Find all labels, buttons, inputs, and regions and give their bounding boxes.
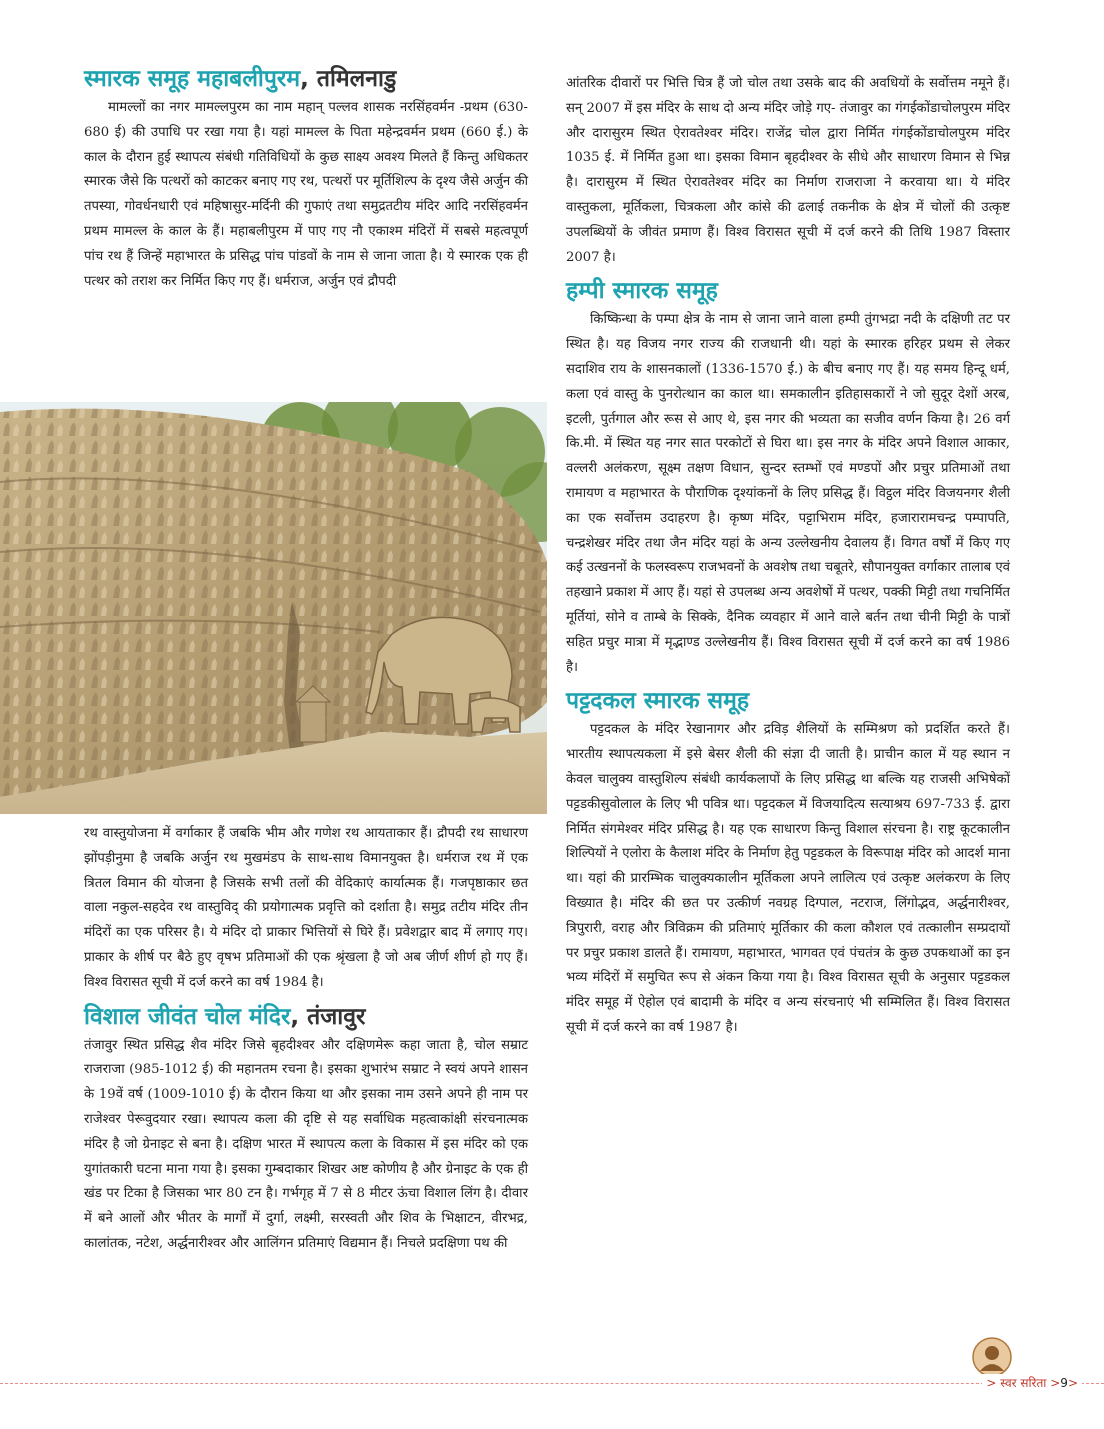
left-column-lower	[84, 822, 528, 1257]
pattadakal-para-1: पट्टदकल के मंदिर रेखानागर और द्रविड़ शैलियों के सम्मिश्रण को प्रदर्शित करते हैं। भारतीय स्थापत्यकला में इसे बेसर शैली की संज्ञा दी जाती है। प्राचीन काल में यह स्थान न केवल चालुक्य वास्तुशिल्प संबंधी कार्यकलापों के लिए प्रसिद्ध था बल्कि यह राजसी अभिषेकों पट्टडकीसुवोलाल के लिए भी पवित्र था। पट्टदकल में विजयादित्य सत्याश्रय 697-733 ई. द्वारा निर्मित संगमेश्वर मंदिर प्रसिद्ध है। यह एक साधारण किन्तु विशाल संरचना है। राष्ट्र कूटकालीन शिल्पियों ने एलोरा के कैलाश मंदिर के निर्माण हेतु पट्टडकल के विरूपाक्ष मंदिर को आदर्श माना था। यहां की प्रारम्भिक चालुक्यकालीन मूर्तिकला अपने लालित्य एवं उत्कृष्ट अलंकरण के लिए विख्यात है। मंदिर की छत पर उत्कीर्ण नवग्रह दिग्पाल, नटराज, लिंगोद्भव, अर्द्धनारीश्वर, त्रिपुरारी, वराह और त्रिविक्रम की प्रतिमाएं मूर्तिकार की कला कौशल एवं तत्कालीन सम्प्रदायों पर प्रचुर प्रकाश डालते हैं। रामायण, महाभारत, भागवत एवं पंचतंत्र के कुछ उपकथाओं का इन भव्य मंदिरों में समुचित रूप से अंकन किया गया है। विश्व विरासत सूची के अनुसार पट्टडकल मंदिर समूह में ऐहोल एवं बादामी के मंदिर व अन्य संरचनाएं भी सम्मिलित हैं। विश्व विरासत सूची में दर्ज करने का वर्ष 1987 है।	[566, 722, 1010, 1035]
heading-hampi	[566, 276, 1010, 306]
heading-title: विशाल जीवंत चोल मंदिर	[84, 1003, 291, 1030]
right-column	[566, 72, 1010, 1041]
heading-title: स्मारक समूह महाबलीपुरम	[84, 66, 301, 92]
heading-title: पट्टदकल स्मारक समूह	[566, 688, 750, 715]
arjuna-penance-relief-photo	[0, 402, 547, 814]
magazine-logo-icon	[972, 1337, 1012, 1377]
left-column	[84, 64, 528, 294]
footer-brand-text: > स्वर सरिता >	[986, 1376, 1061, 1390]
heading-pattadakal	[566, 686, 1010, 716]
mahabalipuram-para-2: रथ वास्तुयोजना में वर्गाकार हैं जबकि भीम और गणेश रथ आयताकार हैं। द्रौपदी रथ साधारण झोंपड़ीनुमा है जबकि अर्जुन रथ मुखमंडप के साथ-साथ विमानयुक्त है। धर्मराज रथ में एक त्रितल विमान की योजना है जिसके सभी तलों की वेदिकाएं कार्यात्मक हैं। गजपृष्ठाकार छत वाला नकुल-सहदेव रथ वास्तुविद् की प्रयोगात्मक प्रवृत्ति को दर्शाता है। समुद्र तटीय मंदिर तीन मंदिरों का एक परिसर है। ये मंदिर दो प्राकार भित्तियों से घिरे हैं। प्रवेशद्वार बाद में लगाए गए। प्राकार के शीर्ष पर बैठे हुए वृषभ प्रतिमाओं की एक श्रृंखला है जो अब जीर्ण शीर्ण हो गए हैं। विश्व विरासत सूची में दर्ज करने का वर्ष 1984 है।	[84, 826, 528, 990]
heading-chola	[84, 1002, 528, 1032]
chola-para-2: आंतरिक दीवारों पर भित्ति चित्र हैं जो चोल तथा उसके बाद की अवधियों के सर्वोत्तम नमूने हैं। सन् 2007 में इस मंदिर के साथ दो अन्य मंदिर जोड़े गए- तंजावुर का गंगईकोंडाचोलपुरम मंदिर और दारासुरम स्थित ऐरावतेश्वर मंदिर। राजेंद्र चोल द्वारा निर्मित गंगईकोंडाचोलपुरम मंदिर 1035 ई. में निर्मित हुआ था। इसका विमान बृहदीश्वर के सीधे और साधारण विमान से भिन्न है। दारासुरम में स्थित ऐरावतेश्वर मंदिर का निर्माण राजराजा ने करवाया था। ये मंदिर वास्तुकला, मूर्तिकला, चित्रकला और कांसे की ढलाई तकनीक के क्षेत्र में चोलों की उत्कृष्ट उपलब्धियों के जीवंत प्रमाण हैं। विश्व विरासत सूची में दर्ज करने की तिथि 1987 विस्तार 2007 है।	[566, 76, 1010, 265]
page-number: 9	[1060, 1376, 1068, 1390]
heading-place: , तंजावुर	[290, 1003, 366, 1030]
footer-divider	[0, 1383, 1104, 1385]
hampi-para-1: किष्किन्धा के पम्पा क्षेत्र के नाम से जाना जाने वाला हम्पी तुंगभद्रा नदी के दक्षिणी तट पर स्थित है। यह विजय नगर राज्य की राजधानी थी। यहां के स्मारक हरिहर प्रथम से लेकर सदाशिव राय के शासनकालों (1336-1570 ई.) के बीच बनाए गए हैं। यह समय हिन्दू धर्म, कला एवं वास्तु के पुनरोत्थान का काल था। समकालीन इतिहासकारों ने जो सुदूर देशों अरब, इटली, पुर्तगाल और रूस से आए थे, इस नगर की भव्यता का सजीव वर्णन किया है। 26 वर्ग कि.मी. में स्थित यह नगर सात परकोटों से घिरा था। इस नगर के मंदिर अपने विशाल आकार, वल्लरी अलंकरण, सूक्ष्म तक्षण विधान, सुन्दर स्तम्भों एवं मण्डपों और प्रचुर प्रतिमाओं तथा रामायण व महाभारत के पौराणिक दृश्यांकनों के लिए प्रसिद्ध हैं। विट्ठल मंदिर विजयनगर शैली का एक सर्वोत्तम उदाहरण है। कृष्ण मंदिर, पट्टाभिराम मंदिर, हजारारामचन्द्र पम्पापति, चन्द्रशेखर मंदिर तथा जैन मंदिर यहां के अन्य उल्लेखनीय देवालय हैं। विगत वर्षों में किए गए कई उत्खननों के फलस्वरूप राजभवनों के अवशेष तथा चबूतरे, सौपानयुक्त वर्गाकार तालाब एवं तहखाने प्रकाश में आए हैं। यहां से उपलब्ध अन्य अवशेषों में पत्थर, पक्की मिट्टी तथा गचनिर्मित मूर्तियां, सोने व ताम्बे के सिक्के, दैनिक व्यवहार में आने वाले बर्तन तथा चीनी मिट्टी के पात्रों सहित प्रचुर मात्रा में मृद्भाण्ड उल्लेखनीय हैं। विश्व विरासत सूची में दर्ज करने का वर्ष 1986 है।	[566, 312, 1010, 675]
heading-title: हम्पी स्मारक समूह	[566, 278, 718, 305]
heading-mahabalipuram	[84, 64, 528, 94]
mahabalipuram-para-1: मामल्लों का नगर मामल्लपुरम का नाम महान् पल्लव शासक नरसिंहवर्मन -प्रथम (630-680 ई) की उपाधि पर रखा गया है। यहां मामल्ल के पिता महेन्द्रवर्मन प्रथम (660 ई.) के काल के दौरान हुई स्थापत्य संबंधी गतिविधियों के कुछ साक्ष्य अवश्य मिलते हैं किन्तु अधिकतर स्मारक जैसे कि पत्थरों को काटकर बनाए गए रथ, पत्थरों पर मूर्तिशिल्प के दृश्य जैसे अर्जुन की तपस्या, गोवर्धनधारी एवं महिषासुर-मर्दिनी की गुफाएं तथा समुद्रतटीय मंदिर आदि नरसिंहवर्मन प्रथम मामल्ल के काल के हैं। महाबलीपुरम में पाए गए नौ एकाश्म मंदिरों में सबसे महत्वपूर्ण पांच रथ हैं जिन्हें महाभारत के प्रसिद्ध पांच पांडवों के नाम से जाना जाता है। ये स्मारक एक ही पत्थर को तराश कर निर्मित किए गए हैं। धर्मराज, अर्जुन एवं द्रौपदी	[84, 100, 528, 289]
footer-end-marker: >	[1067, 1376, 1078, 1390]
rock-relief-image	[0, 402, 547, 814]
heading-place: , तमिलनाडु	[300, 66, 397, 92]
chola-para-1: तंजावुर स्थित प्रसिद्ध शैव मंदिर जिसे बृहदीश्वर और दक्षिणमेरू कहा जाता है, चोल सम्राट राजराजा (985-1012 ई) की महानतम रचना है। इसका शुभारंभ सम्राट ने स्वयं अपने शासन के 19वें वर्ष (1009-1010 ई) के दौरान किया था और इसका नाम उसने अपने ही नाम पर राजेश्वर पेरूवुदयार रखा। स्थापत्य कला की दृष्टि से यह सर्वाधिक महत्वाकांक्षी संरचनात्मक मंदिर है जो ग्रेनाइट से बना है। दक्षिण भारत में स्थापत्य कला के विकास में इस मंदिर को एक युगांतकारी घटना माना गया है। इसका गुम्बदाकार शिखर अष्ट कोणीय है और ग्रेनाइट के एक ही खंड पर टिका है जिसका भार 80 टन है। गर्भगृह में 7 से 8 मीटर ऊंचा विशाल लिंग है। दीवार में बने आलों और भीतर के मार्गों में दुर्गा, लक्ष्मी, सरस्वती और शिव के भिक्षाटन, वीरभद्र, कालांतक, नटेश, अर्द्धनारीश्वर और आलिंगन प्रतिमाएं विद्यमान हैं। निचले प्रदक्षिणा पथ की	[84, 1037, 528, 1251]
footer-page-label	[982, 1374, 1082, 1391]
